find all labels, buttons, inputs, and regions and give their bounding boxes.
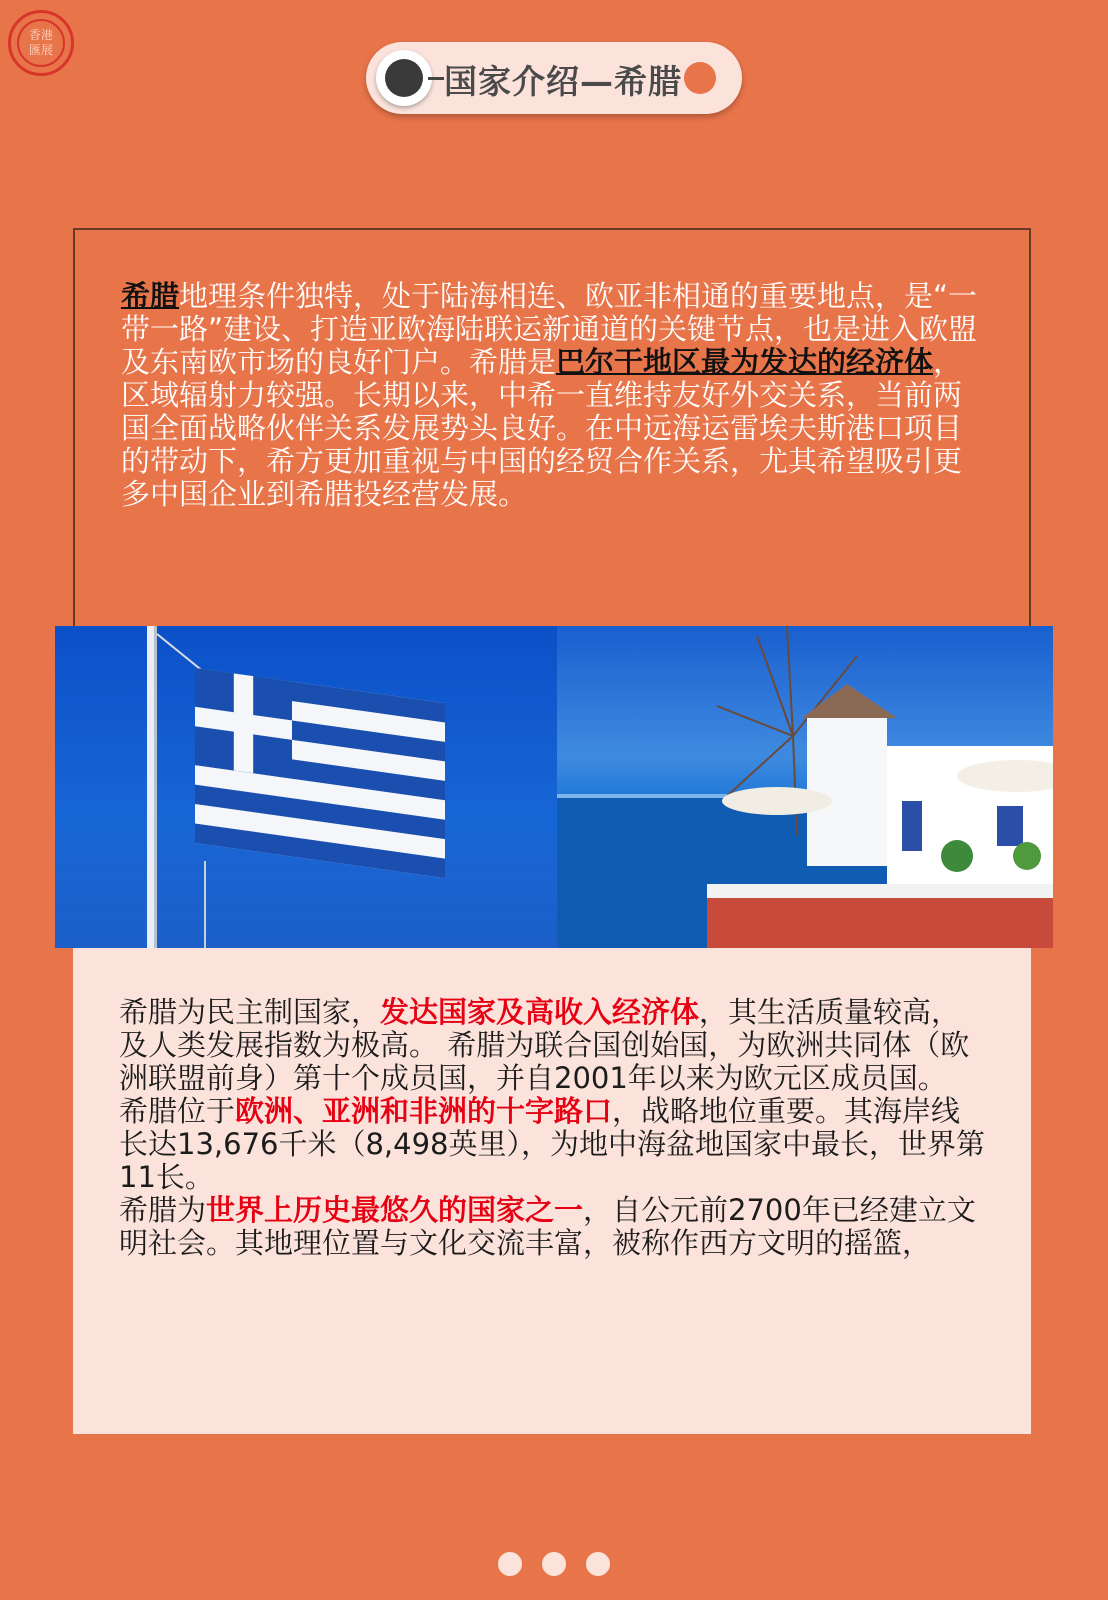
- greek-flag-illustration: [55, 626, 557, 948]
- details-keyword-crossroads: 欧洲、亚洲和非洲的十字路口: [235, 1094, 613, 1128]
- page-indicator: [0, 1552, 1108, 1576]
- details-text-1a: 希腊为民主制国家，: [119, 995, 381, 1029]
- details-text-1b: ，其生活质量较高，及人类发展指数为极高。 希腊为联合国创始国，为欧洲共同体（欧洲联盟前身）第十个成员国，并自2001年以来为欧元区成员国。: [119, 995, 970, 1095]
- page-dot[interactable]: [542, 1552, 566, 1576]
- page-title-pill: [366, 42, 742, 114]
- intro-keyword-balkan: 巴尔干地区最为发达的经济体: [556, 345, 934, 379]
- page-dot[interactable]: [586, 1552, 610, 1576]
- page-dot[interactable]: [498, 1552, 522, 1576]
- intro-panel: [73, 228, 1031, 628]
- title-connector: [428, 77, 444, 80]
- details-paragraph: [119, 996, 989, 1260]
- page-title: 国家介绍—希腊: [444, 62, 682, 101]
- details-text-2b: ，战略地位重要。其海岸线长达13,676千米（8,498英里），为地中海盆地国家中最长，世界第11长。: [119, 1094, 985, 1194]
- details-text-3b: ，自公元前2700年已经建立文明社会。其地理位置与文化交流丰富，被称作西方文明的摇篮，: [119, 1193, 976, 1260]
- details-text-2a: 希腊位于: [119, 1094, 236, 1128]
- details-text-3a: 希腊为: [119, 1193, 207, 1227]
- logo-seal: [17, 19, 65, 67]
- santorini-illustration: [557, 626, 1053, 948]
- logo-text-line1: 香港: [28, 28, 53, 42]
- logo-text-line2: 匯展: [28, 43, 53, 57]
- greek-flag-photo: [55, 626, 557, 948]
- title-end-dot-icon: [684, 62, 716, 94]
- santorini-windmill-photo: [557, 626, 1053, 948]
- intro-keyword-greece: 希腊: [121, 279, 180, 313]
- intro-paragraph: [121, 280, 983, 511]
- intro-text-2: ，区域辐射力较强。长期以来，中希一直维持友好外交关系，当前两国全面战略伙伴关系发展势头良好。在中远海运雷埃夫斯港口项目的带动下，希方更加重视与中国的经贸合作关系，尤其希望吸引更多中国企业到希腊投经营发展。: [121, 345, 963, 511]
- details-panel: [73, 948, 1031, 1434]
- logo: [8, 10, 74, 76]
- details-keyword-developed: 发达国家及高收入经济体: [380, 995, 700, 1029]
- intro-text-1: 地理条件独特，处于陆海相连、欧亚非相通的重要地点，是“一带一路”建设、打造亚欧海陆联运新通道的关键节点，也是进入欧盟及东南欧市场的良好门户。希腊是: [121, 279, 978, 379]
- details-keyword-history: 世界上历史最悠久的国家之一: [206, 1193, 584, 1227]
- title-knob-icon: [376, 50, 432, 106]
